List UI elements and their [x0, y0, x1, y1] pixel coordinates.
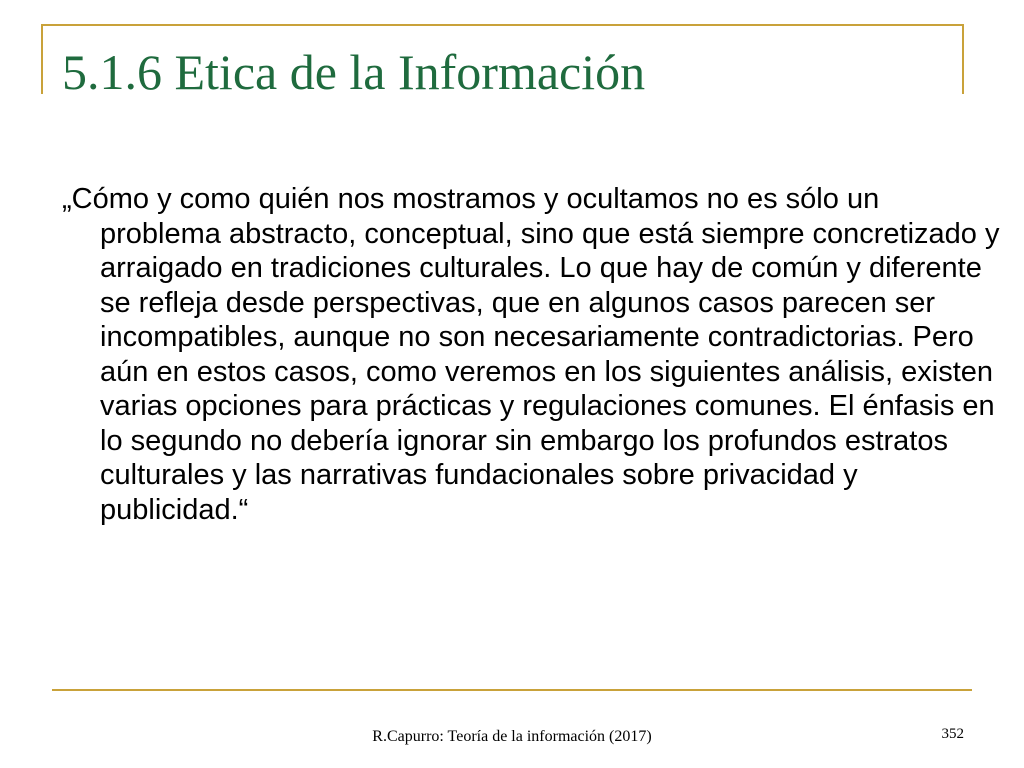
- title-frame-left-rule: [41, 24, 43, 94]
- title-frame-right-rule: [962, 24, 964, 94]
- title-frame-top-rule: [41, 24, 964, 26]
- footer-divider: [52, 689, 972, 691]
- footer-citation: R.Capurro: Teoría de la información (2017): [372, 728, 652, 745]
- slide-title: 5.1.6 Etica de la Información: [62, 44, 646, 100]
- page-number: 352: [941, 726, 964, 742]
- quote-paragraph: „Cómo y como quién nos mostramos y ocultamos no es sólo un problema abstracto, conceptual, sino que está siempre concretizado y arraigado en tradiciones culturales. Lo que hay de común y diferente se refleja desde perspectivas, que en algunos casos parecen ser incompatibles, aunque no son necesariamente contradictorias. Pero aún en estos casos, como veremos en los siguientes análisis, existen varias opciones para prácticas y regulaciones comunes. El énfasis en lo segundo no debería ignorar sin embargo los profundos estratos culturales y las narrativas fundacionales sobre privacidad y publicidad.“: [62, 183, 1000, 526]
